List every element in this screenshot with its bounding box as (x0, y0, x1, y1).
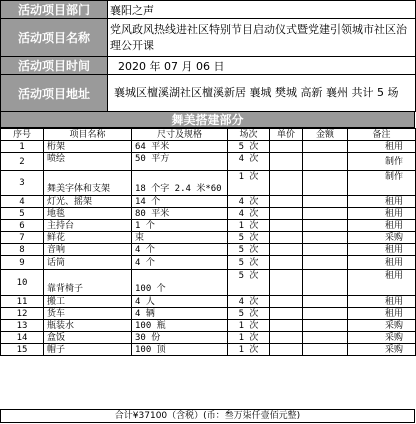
table-row (1, 308, 416, 320)
row-unit-price (270, 320, 303, 332)
row-sessions: 4 次 (228, 208, 270, 220)
row-unit-price (270, 141, 303, 153)
table-row (1, 256, 416, 270)
row-remark: 制作 (348, 171, 416, 196)
info-row-address (1, 75, 416, 112)
row-item-name: 地毯 (44, 208, 132, 220)
row-spec: 50 平方 (132, 153, 228, 171)
row-sessions: 5 次 (228, 256, 270, 270)
row-sessions: 5 次 (228, 141, 270, 153)
row-remark: 租用 (348, 270, 416, 296)
row-sessions: 4 次 (228, 296, 270, 308)
grand-total: 合计¥37100（含税）(币：叁万柒仟壹佰元整) (0, 409, 415, 423)
row-spec: 100 瓶 (132, 320, 228, 332)
row-item-name: 灯光、摇架 (44, 196, 132, 208)
row-item-name: 话筒 (44, 256, 132, 270)
table-row (1, 153, 416, 171)
row-index: 11 (1, 296, 44, 308)
row-amount (303, 256, 348, 270)
row-unit-price (270, 332, 303, 344)
row-sessions: 5 次 (228, 270, 270, 296)
row-sessions: 1 次 (228, 320, 270, 332)
row-index: 12 (1, 308, 44, 320)
project-info-table (0, 0, 416, 112)
row-index: 1 (1, 141, 44, 153)
table-row (1, 220, 416, 232)
row-index: 7 (1, 232, 44, 244)
section-title: 舞美搭建部分 (0, 111, 415, 128)
header-amount: 金额 (303, 129, 348, 141)
row-unit-price (270, 256, 303, 270)
project-name-label: 活动项目名称 (1, 19, 108, 57)
row-remark: 租用 (348, 308, 416, 320)
row-amount (303, 244, 348, 256)
row-amount (303, 320, 348, 332)
row-item-name: 搬工 (44, 296, 132, 308)
row-item-name: 帽子 (44, 344, 132, 356)
row-unit-price (270, 220, 303, 232)
row-remark: 租用 (348, 141, 416, 153)
row-remark: 采购 (348, 344, 416, 356)
info-row-department (1, 1, 416, 19)
row-spec: 14 个 (132, 196, 228, 208)
table-row (1, 344, 416, 356)
row-index: 6 (1, 220, 44, 232)
table-row (1, 196, 416, 208)
header-spec: 尺寸及规格 (132, 129, 228, 141)
row-spec: 18 个字 2.4 米*60 (132, 171, 228, 196)
table-header-row (1, 129, 416, 141)
row-remark: 租用 (348, 208, 416, 220)
row-spec: 100 顶 (132, 344, 228, 356)
row-index: 14 (1, 332, 44, 344)
row-item-name: 舞美字体和支架 (44, 171, 132, 196)
row-remark: 租用 (348, 220, 416, 232)
row-unit-price (270, 270, 303, 296)
header-index: 序号 (1, 129, 44, 141)
row-remark: 采购 (348, 332, 416, 344)
row-index: 4 (1, 196, 44, 208)
row-sessions: 4 次 (228, 196, 270, 208)
row-sessions: 4 次 (228, 153, 270, 171)
row-sessions: 5 次 (228, 232, 270, 244)
row-remark: 制作 (348, 153, 416, 171)
row-item-name: 喷绘 (44, 153, 132, 171)
info-row-time (1, 57, 416, 75)
row-remark: 租用 (348, 196, 416, 208)
project-time-value: 2020 年 07 月 06 日 (108, 57, 416, 75)
row-amount (303, 332, 348, 344)
table-row (1, 296, 416, 308)
row-item-name: 音响 (44, 244, 132, 256)
row-amount (303, 153, 348, 171)
row-remark: 租用 (348, 244, 416, 256)
header-item-name: 项目名称 (44, 129, 132, 141)
project-address-value: 襄城区檀溪湖社区檀溪新居 襄城 樊城 高新 襄州 共计 5 场 (108, 75, 416, 112)
row-sessions: 5 次 (228, 308, 270, 320)
row-index: 15 (1, 344, 44, 356)
row-spec: 4 个 (132, 256, 228, 270)
row-amount (303, 208, 348, 220)
row-unit-price (270, 244, 303, 256)
table-row (1, 208, 416, 220)
row-item-name: 鲜花 (44, 232, 132, 244)
row-index: 13 (1, 320, 44, 332)
row-spec: 30 份 (132, 332, 228, 344)
row-spec: 束 (132, 232, 228, 244)
row-sessions: 1 次 (228, 344, 270, 356)
row-item-name: 盒饭 (44, 332, 132, 344)
row-unit-price (270, 344, 303, 356)
table-row (1, 332, 416, 344)
row-item-name: 靠背椅子 (44, 270, 132, 296)
table-row (1, 171, 416, 196)
row-unit-price (270, 232, 303, 244)
row-amount (303, 141, 348, 153)
row-unit-price (270, 308, 303, 320)
row-remark: 租用 (348, 256, 416, 270)
row-unit-price (270, 296, 303, 308)
row-unit-price (270, 171, 303, 196)
row-spec: 80 平米 (132, 208, 228, 220)
department-value: 襄阳之声 (108, 1, 416, 19)
row-spec: 4 个 (132, 244, 228, 256)
row-index: 3 (1, 171, 44, 196)
row-sessions: 5 次 (228, 244, 270, 256)
row-amount (303, 296, 348, 308)
row-index: 9 (1, 256, 44, 270)
row-unit-price (270, 208, 303, 220)
row-remark: 租用 (348, 296, 416, 308)
table-row (1, 244, 416, 256)
row-spec: 64 平米 (132, 141, 228, 153)
row-index: 5 (1, 208, 44, 220)
row-unit-price (270, 153, 303, 171)
row-remark: 采购 (348, 320, 416, 332)
table-row (1, 232, 416, 244)
row-index: 2 (1, 153, 44, 171)
row-spec: 1 个 (132, 220, 228, 232)
row-item-name: 瓶装水 (44, 320, 132, 332)
row-item-name: 主持台 (44, 220, 132, 232)
row-spec: 100 个 (132, 270, 228, 296)
row-spec: 4 人 (132, 296, 228, 308)
table-row (1, 270, 416, 296)
row-amount (303, 232, 348, 244)
row-amount (303, 196, 348, 208)
row-index: 10 (1, 270, 44, 296)
row-amount (303, 220, 348, 232)
row-amount (303, 344, 348, 356)
header-sessions: 场次 (228, 129, 270, 141)
row-spec: 4 辆 (132, 308, 228, 320)
table-row (1, 141, 416, 153)
row-sessions: 1 次 (228, 332, 270, 344)
row-amount (303, 270, 348, 296)
row-item-name: 货车 (44, 308, 132, 320)
project-address-label: 活动项目地址 (1, 75, 108, 112)
header-unit-price: 单价 (270, 129, 303, 141)
row-amount (303, 171, 348, 196)
row-sessions: 1 次 (228, 171, 270, 196)
row-remark: 采购 (348, 232, 416, 244)
table-row (1, 320, 416, 332)
project-name-value: 党风政风热线进社区特别节目启动仪式暨党建引领城市社区治理公开课 (108, 19, 416, 57)
row-sessions: 1 次 (228, 220, 270, 232)
stage-items-table (0, 128, 416, 356)
header-remark: 备注 (348, 129, 416, 141)
row-amount (303, 308, 348, 320)
row-unit-price (270, 196, 303, 208)
row-index: 8 (1, 244, 44, 256)
department-label: 活动项目部门 (1, 1, 108, 19)
row-item-name: 桁架 (44, 141, 132, 153)
info-row-name (1, 19, 416, 57)
project-time-label: 活动项目时间 (1, 57, 108, 75)
